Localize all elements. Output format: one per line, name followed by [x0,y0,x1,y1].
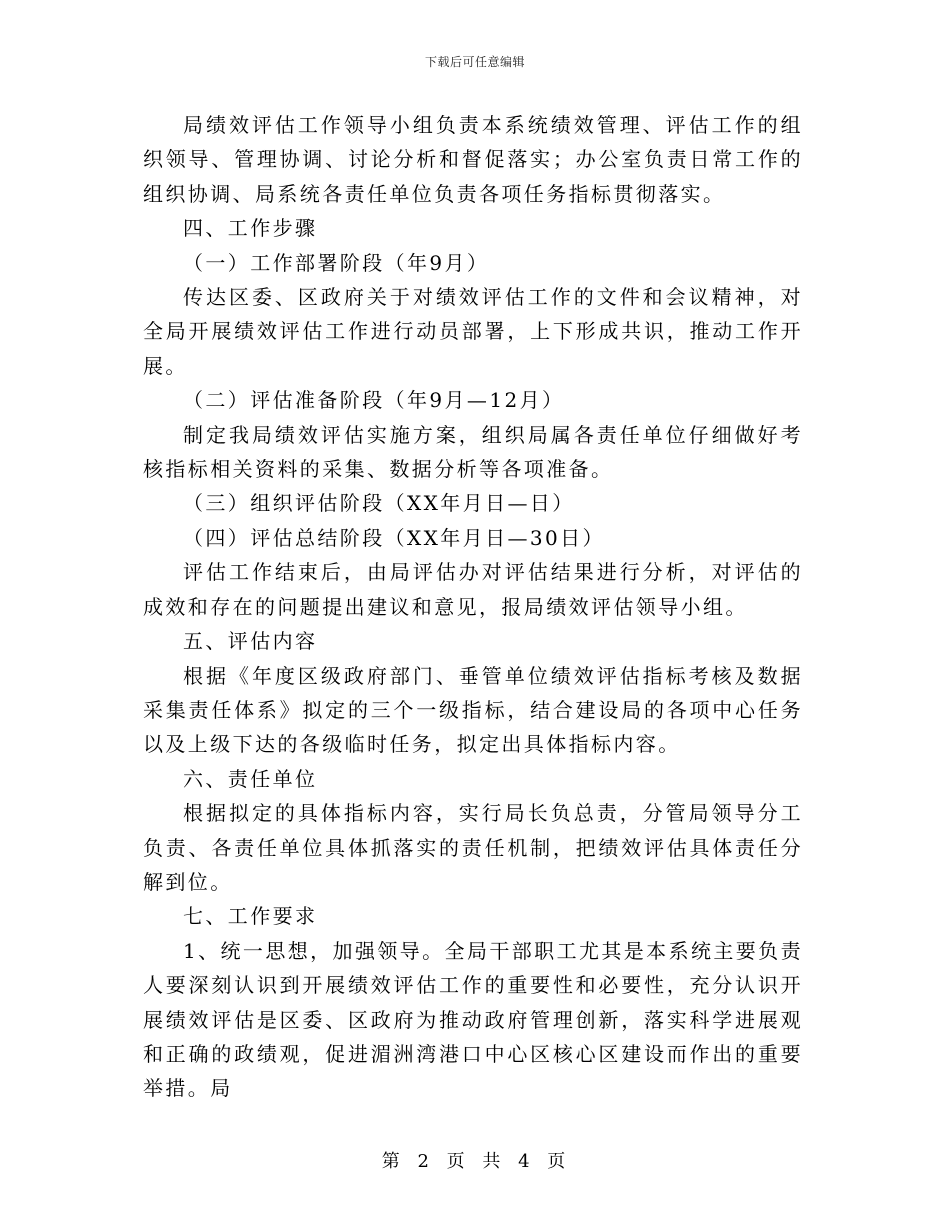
subsection-heading: （三）组织评估阶段（XX年月日—日） [183,491,575,516]
section-heading: 五、评估内容 [183,629,318,654]
paragraph: 传达区委、区政府关于对绩效评估工作的文件和会议精神，对全局开展绩效评估工作进行动员部署，上下形成共识，推动工作开展。 [143,285,803,378]
paragraph: 评估工作结束后，由局评估办对评估结果进行分析，对评估的成效和存在的问题提出建议和意见，报局绩效评估领导小组。 [143,560,803,619]
section-heading: 六、责任单位 [183,766,318,791]
subsection-heading: （四）评估总结阶段（XX年月日—30日） [183,525,605,550]
paragraph: 1、统一思想，加强领导。全局干部职工尤其是本系统主要负责人要深刻认识到开展绩效评估工作的重要性和必要性，充分认识开展绩效评估是区委、区政府为推动政府管理创新，落实科学进展观和正确的政绩观，促进湄洲湾港口中心区核心区建设而作出的重要举措。局 [143,938,803,1101]
subsection-heading: （一）工作部署阶段（年9月） [183,250,490,275]
paragraph: 局绩效评估工作领导小组负责本系统绩效管理、评估工作的组织领导、管理协调、讨论分析和督促落实；办公室负责日常工作的组织协调、局系统各责任单位负责各项任务指标贯彻落实。 [143,113,803,206]
section-heading: 七、工作要求 [183,904,318,929]
header-note: 下载后可任意编辑 [424,55,525,69]
paragraph: 根据《年度区级政府部门、垂管单位绩效评估指标考核及数据采集责任体系》拟定的三个一级指标，结合建设局的各项中心任务以及上级下达的各级临时任务，拟定出具体指标内容。 [143,663,803,757]
section-heading: 四、工作步骤 [183,216,318,241]
body-text [143,108,803,1106]
paragraph: 制定我局绩效评估实施方案，组织局属各责任单位仔细做好考核指标相关资料的采集、数据分析等各项准备。 [143,422,803,482]
page-number-footer: 第 2 页 共 4 页 [381,1151,569,1172]
paragraph: 根据拟定的具体指标内容，实行局长负总责，分管局领导分工负责、各责任单位具体抓落实的责任机制，把绩效评估具体责任分解到位。 [143,801,803,894]
subsection-heading: （二）评估准备阶段（年9月—12月） [183,388,565,413]
